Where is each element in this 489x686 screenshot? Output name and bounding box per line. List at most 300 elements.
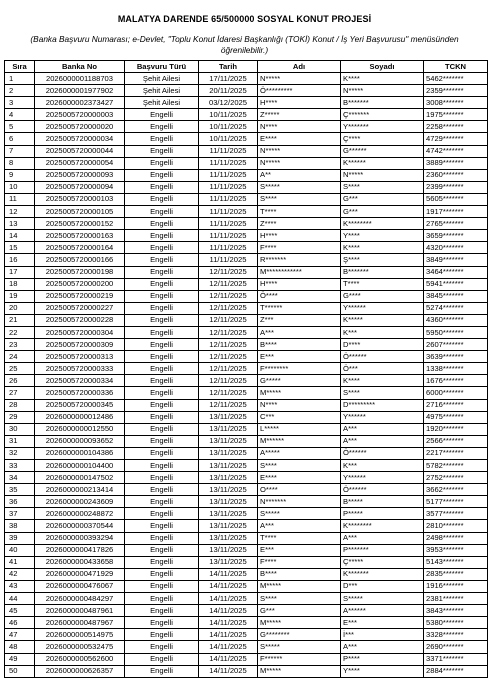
cell-adi: Z*** [258,314,341,326]
cell-sira: 24 [5,351,35,363]
cell-banka-no: 2025005720000345 [35,399,125,411]
cell-banka-no: 2026000000487967 [35,617,125,629]
cell-adi: F******** [258,363,341,375]
cell-banka-no: 2025005720000313 [35,351,125,363]
cell-adi: H**** [258,230,341,242]
table-row [5,193,488,205]
cell-tckn: 3843******* [424,605,488,617]
cell-soyadi: T**** [341,278,424,290]
cell-banka-no: 2025005720000336 [35,387,125,399]
cell-banka-no: 2025005720000166 [35,254,125,266]
cell-basvuru-turu: Engelli [125,121,199,133]
cell-banka-no: 2026000000012550 [35,423,125,435]
table-row [5,617,488,629]
cell-sira: 22 [5,326,35,338]
cell-banka-no: 2026000000514975 [35,629,125,641]
cell-tckn: 3953******* [424,544,488,556]
table-row [5,133,488,145]
cell-tarih: 17/11/2025 [199,73,258,85]
cell-soyadi: Y****** [341,411,424,423]
cell-soyadi: Ö****** [341,447,424,459]
table-row [5,399,488,411]
table-row [5,206,488,218]
cell-adi: B**** [258,339,341,351]
cell-basvuru-turu: Engelli [125,302,199,314]
cell-tckn: 1917******* [424,206,488,218]
cell-sira: 19 [5,290,35,302]
cell-basvuru-turu: Engelli [125,387,199,399]
cell-banka-no: 2026000001977902 [35,85,125,97]
cell-adi: S**** [258,193,341,205]
cell-sira: 26 [5,375,35,387]
table-row [5,484,488,496]
cell-tckn: 2716******* [424,399,488,411]
cell-banka-no: 2025005720000093 [35,169,125,181]
column-header-adi: Adı [258,61,341,73]
cell-tarih: 12/11/2025 [199,302,258,314]
cell-tckn: 2566******* [424,435,488,447]
cell-basvuru-turu: Şehit Ailesi [125,73,199,85]
cell-adi: R******* [258,254,341,266]
cell-sira: 38 [5,520,35,532]
cell-soyadi: K**** [341,73,424,85]
cell-adi: B**** [258,568,341,580]
cell-tckn: 5605******* [424,193,488,205]
cell-sira: 23 [5,339,35,351]
cell-soyadi: G*** [341,193,424,205]
cell-tarih: 14/11/2025 [199,665,258,677]
cell-banka-no: 2025005720000333 [35,363,125,375]
cell-basvuru-turu: Engelli [125,508,199,520]
cell-banka-no: 2026000000562600 [35,653,125,665]
cell-adi: F****** [258,653,341,665]
table-row [5,544,488,556]
cell-banka-no: 2025005720000334 [35,375,125,387]
table-row [5,278,488,290]
cell-soyadi: K**** [341,375,424,387]
cell-banka-no: 2025005720000200 [35,278,125,290]
cell-soyadi: A****** [341,605,424,617]
cell-sira: 36 [5,496,35,508]
cell-basvuru-turu: Engelli [125,580,199,592]
cell-tckn: 3662******* [424,484,488,496]
column-header-sira: Sıra [5,61,35,73]
cell-tckn: 1920******* [424,423,488,435]
cell-tckn: 2399******* [424,181,488,193]
cell-basvuru-turu: Engelli [125,447,199,459]
cell-tckn: 2607******* [424,339,488,351]
cell-tarih: 11/11/2025 [199,193,258,205]
cell-tarih: 12/11/2025 [199,326,258,338]
column-header-tckn: TCKN [424,61,488,73]
table-row [5,181,488,193]
cell-tckn: 2835******* [424,568,488,580]
cell-tarih: 20/11/2025 [199,85,258,97]
table-row [5,121,488,133]
cell-banka-no: 2026000000012486 [35,411,125,423]
cell-adi: T**** [258,206,341,218]
cell-tckn: 4320******* [424,242,488,254]
table-row [5,266,488,278]
cell-soyadi: P******* [341,544,424,556]
cell-adi: S***** [258,508,341,520]
cell-soyadi: A*** [341,532,424,544]
cell-tckn: 1916******* [424,580,488,592]
cell-tckn: 5950******* [424,326,488,338]
cell-banka-no: 2025005720000044 [35,145,125,157]
cell-sira: 11 [5,193,35,205]
cell-soyadi: Y****** [341,302,424,314]
table-row [5,254,488,266]
table-row [5,460,488,472]
cell-soyadi: A*** [341,423,424,435]
cell-adi: M****** [258,435,341,447]
table-row [5,532,488,544]
cell-basvuru-turu: Engelli [125,472,199,484]
cell-tarih: 10/11/2025 [199,109,258,121]
cell-adi: N***** [258,145,341,157]
cell-tckn: 2498******* [424,532,488,544]
cell-sira: 20 [5,302,35,314]
cell-adi: M***** [258,387,341,399]
cell-tckn: 5274******* [424,302,488,314]
cell-adi: Z**** [258,218,341,230]
cell-sira: 15 [5,242,35,254]
cell-tarih: 13/11/2025 [199,423,258,435]
applicant-table [4,60,488,678]
cell-sira: 34 [5,472,35,484]
cell-basvuru-turu: Engelli [125,665,199,677]
cell-basvuru-turu: Engelli [125,206,199,218]
cell-tckn: 2690******* [424,641,488,653]
cell-adi: T**** [258,532,341,544]
document-title: MALATYA DARENDE 65/500000 SOSYAL KONUT PROJESİ [117,14,372,24]
cell-basvuru-turu: Engelli [125,556,199,568]
cell-soyadi: A*** [341,641,424,653]
cell-adi: Z***** [258,109,341,121]
cell-banka-no: 2026000002373427 [35,97,125,109]
cell-soyadi: Ö*** [341,363,424,375]
cell-banka-no: 2025005720000309 [35,339,125,351]
cell-adi: M************ [258,266,341,278]
cell-basvuru-turu: Engelli [125,339,199,351]
cell-adi: S**** [258,593,341,605]
cell-tckn: 3371******* [424,653,488,665]
cell-basvuru-turu: Engelli [125,605,199,617]
cell-basvuru-turu: Engelli [125,242,199,254]
table-row [5,157,488,169]
cell-adi: T****** [258,302,341,314]
cell-basvuru-turu: Engelli [125,375,199,387]
cell-basvuru-turu: Engelli [125,629,199,641]
cell-tckn: 4975******* [424,411,488,423]
cell-sira: 48 [5,641,35,653]
cell-basvuru-turu: Engelli [125,254,199,266]
cell-tarih: 11/11/2025 [199,206,258,218]
cell-soyadi: K*** [341,326,424,338]
cell-basvuru-turu: Engelli [125,460,199,472]
cell-sira: 44 [5,593,35,605]
cell-soyadi: Y**** [341,665,424,677]
cell-basvuru-turu: Engelli [125,520,199,532]
cell-banka-no: 2026000000243609 [35,496,125,508]
cell-sira: 17 [5,266,35,278]
cell-adi: G******** [258,629,341,641]
cell-basvuru-turu: Engelli [125,653,199,665]
cell-banka-no: 2026000000093652 [35,435,125,447]
cell-tarih: 11/11/2025 [199,145,258,157]
cell-tckn: 2258******* [424,121,488,133]
cell-soyadi: S***** [341,593,424,605]
cell-tarih: 10/11/2025 [199,121,258,133]
cell-sira: 27 [5,387,35,399]
cell-soyadi: B***** [341,496,424,508]
cell-basvuru-turu: Engelli [125,278,199,290]
cell-banka-no: 2025005720000228 [35,314,125,326]
cell-banka-no: 2026000000147502 [35,472,125,484]
cell-tckn: 2217******* [424,447,488,459]
cell-adi: M***** [258,617,341,629]
cell-basvuru-turu: Engelli [125,363,199,375]
cell-soyadi: S**** [341,387,424,399]
cell-tckn: 1676******* [424,375,488,387]
table-row [5,580,488,592]
cell-tarih: 13/11/2025 [199,496,258,508]
cell-sira: 12 [5,206,35,218]
cell-sira: 35 [5,484,35,496]
cell-sira: 43 [5,580,35,592]
cell-adi: S***** [258,181,341,193]
cell-sira: 42 [5,568,35,580]
cell-tckn: 4742******* [424,145,488,157]
cell-basvuru-turu: Engelli [125,641,199,653]
cell-tarih: 13/11/2025 [199,472,258,484]
table-row [5,218,488,230]
cell-tckn: 3659******* [424,230,488,242]
cell-adi: S**** [258,460,341,472]
cell-tarih: 14/11/2025 [199,605,258,617]
table-row [5,447,488,459]
cell-sira: 30 [5,423,35,435]
cell-tckn: 5782******* [424,460,488,472]
cell-tarih: 13/11/2025 [199,447,258,459]
cell-tckn: 2765******* [424,218,488,230]
table-body [5,73,488,678]
table-row [5,145,488,157]
cell-adi: H**** [258,278,341,290]
cell-adi: C*** [258,411,341,423]
table-row [5,520,488,532]
cell-soyadi: D********* [341,399,424,411]
cell-sira: 40 [5,544,35,556]
cell-tarih: 14/11/2025 [199,629,258,641]
cell-soyadi: B******* [341,97,424,109]
cell-adi: F**** [258,556,341,568]
cell-basvuru-turu: Engelli [125,435,199,447]
cell-soyadi: G*** [341,206,424,218]
cell-basvuru-turu: Engelli [125,230,199,242]
cell-basvuru-turu: Engelli [125,266,199,278]
table-row [5,351,488,363]
cell-adi: G*** [258,605,341,617]
cell-basvuru-turu: Engelli [125,218,199,230]
cell-adi: O**** [258,484,341,496]
cell-tarih: 13/11/2025 [199,544,258,556]
cell-banka-no: 2025005720000198 [35,266,125,278]
cell-tckn: 5462******* [424,73,488,85]
cell-tckn: 3577******* [424,508,488,520]
cell-banka-no: 2026000000104386 [35,447,125,459]
cell-tarih: 12/11/2025 [199,387,258,399]
cell-tckn: 2810******* [424,520,488,532]
cell-soyadi: Y******* [341,121,424,133]
cell-banka-no: 2025005720000105 [35,206,125,218]
cell-basvuru-turu: Şehit Ailesi [125,85,199,97]
table-row [5,641,488,653]
cell-basvuru-turu: Engelli [125,133,199,145]
cell-basvuru-turu: Engelli [125,411,199,423]
cell-sira: 2 [5,85,35,97]
cell-tckn: 3845******* [424,290,488,302]
cell-adi: N**** [258,399,341,411]
cell-soyadi: Ö****** [341,351,424,363]
cell-soyadi: N***** [341,85,424,97]
table-row [5,387,488,399]
cell-banka-no: 2025005720000103 [35,193,125,205]
cell-soyadi: D**** [341,339,424,351]
cell-tckn: 4729******* [424,133,488,145]
cell-sira: 13 [5,218,35,230]
cell-banka-no: 2026000001188703 [35,73,125,85]
cell-banka-no: 2026000000476067 [35,580,125,592]
cell-adi: L***** [258,423,341,435]
cell-basvuru-turu: Engelli [125,290,199,302]
cell-tarih: 12/11/2025 [199,375,258,387]
table-row [5,593,488,605]
table-header-row [5,61,488,73]
table-row [5,73,488,85]
cell-tarih: 14/11/2025 [199,617,258,629]
document-subtitle: (Banka Başvuru Numarası; e-Devlet, "Toplu Konut İdaresi Başkanlığı (TOKİ) Konut / İş Yeri Başvurusu" menüsünden öğrenilebilir.) [30,34,459,55]
cell-adi: N**** [258,121,341,133]
table-row [5,339,488,351]
table-row [5,435,488,447]
cell-sira: 39 [5,532,35,544]
cell-sira: 33 [5,460,35,472]
cell-adi: N***** [258,73,341,85]
cell-soyadi: Ş**** [341,254,424,266]
cell-tckn: 5143******* [424,556,488,568]
cell-banka-no: 2026000000248872 [35,508,125,520]
cell-sira: 10 [5,181,35,193]
table-row [5,568,488,580]
cell-soyadi: K******** [341,218,424,230]
column-header-tarih: Tarih [199,61,258,73]
cell-soyadi: P**** [341,653,424,665]
cell-sira: 49 [5,653,35,665]
cell-tarih: 14/11/2025 [199,653,258,665]
cell-soyadi: Ç**** [341,133,424,145]
cell-sira: 50 [5,665,35,677]
cell-tarih: 11/11/2025 [199,181,258,193]
cell-banka-no: 2025005720000034 [35,133,125,145]
cell-tckn: 5380******* [424,617,488,629]
cell-soyadi: G**** [341,290,424,302]
cell-tarih: 14/11/2025 [199,568,258,580]
cell-soyadi: G****** [341,145,424,157]
cell-sira: 41 [5,556,35,568]
table-row [5,97,488,109]
cell-tckn: 3889******* [424,157,488,169]
cell-soyadi: K**** [341,242,424,254]
cell-adi: M***** [258,665,341,677]
cell-adi: E*** [258,544,341,556]
column-header-basvuru-turu: Başvuru Türü [125,61,199,73]
cell-tarih: 12/11/2025 [199,290,258,302]
cell-tckn: 5941******* [424,278,488,290]
cell-tckn: 2359******* [424,85,488,97]
table-row [5,508,488,520]
cell-basvuru-turu: Engelli [125,568,199,580]
cell-adi: N******* [258,496,341,508]
cell-tarih: 12/11/2025 [199,339,258,351]
cell-adi: Ö********* [258,85,341,97]
cell-basvuru-turu: Engelli [125,544,199,556]
cell-basvuru-turu: Engelli [125,181,199,193]
cell-basvuru-turu: Engelli [125,109,199,121]
column-header-soyadi: Soyadı [341,61,424,73]
cell-sira: 29 [5,411,35,423]
cell-soyadi: Ç***** [341,556,424,568]
table-row [5,665,488,677]
cell-banka-no: 2026000000626357 [35,665,125,677]
cell-basvuru-turu: Engelli [125,423,199,435]
cell-banka-no: 2026000000417826 [35,544,125,556]
cell-adi: A** [258,169,341,181]
cell-tarih: 11/11/2025 [199,230,258,242]
cell-basvuru-turu: Engelli [125,157,199,169]
cell-adi: N***** [258,157,341,169]
cell-adi: G***** [258,375,341,387]
table-row [5,302,488,314]
cell-basvuru-turu: Engelli [125,314,199,326]
cell-banka-no: 2025005720000304 [35,326,125,338]
cell-banka-no: 2025005720000219 [35,290,125,302]
cell-soyadi: B******* [341,266,424,278]
cell-banka-no: 2026000000532475 [35,641,125,653]
cell-tarih: 12/11/2025 [199,266,258,278]
cell-tarih: 14/11/2025 [199,593,258,605]
cell-soyadi: Ç******* [341,109,424,121]
cell-sira: 8 [5,157,35,169]
cell-tarih: 13/11/2025 [199,520,258,532]
cell-soyadi: A*** [341,435,424,447]
cell-basvuru-turu: Engelli [125,399,199,411]
cell-adi: A***** [258,447,341,459]
cell-banka-no: 2026000000370544 [35,520,125,532]
cell-sira: 3 [5,97,35,109]
cell-tckn: 3328******* [424,629,488,641]
table-row [5,556,488,568]
cell-tarih: 14/11/2025 [199,580,258,592]
table-row [5,169,488,181]
table-row [5,109,488,121]
cell-basvuru-turu: Engelli [125,593,199,605]
cell-basvuru-turu: Engelli [125,193,199,205]
cell-sira: 25 [5,363,35,375]
table-row [5,605,488,617]
cell-banka-no: 2025005720000163 [35,230,125,242]
